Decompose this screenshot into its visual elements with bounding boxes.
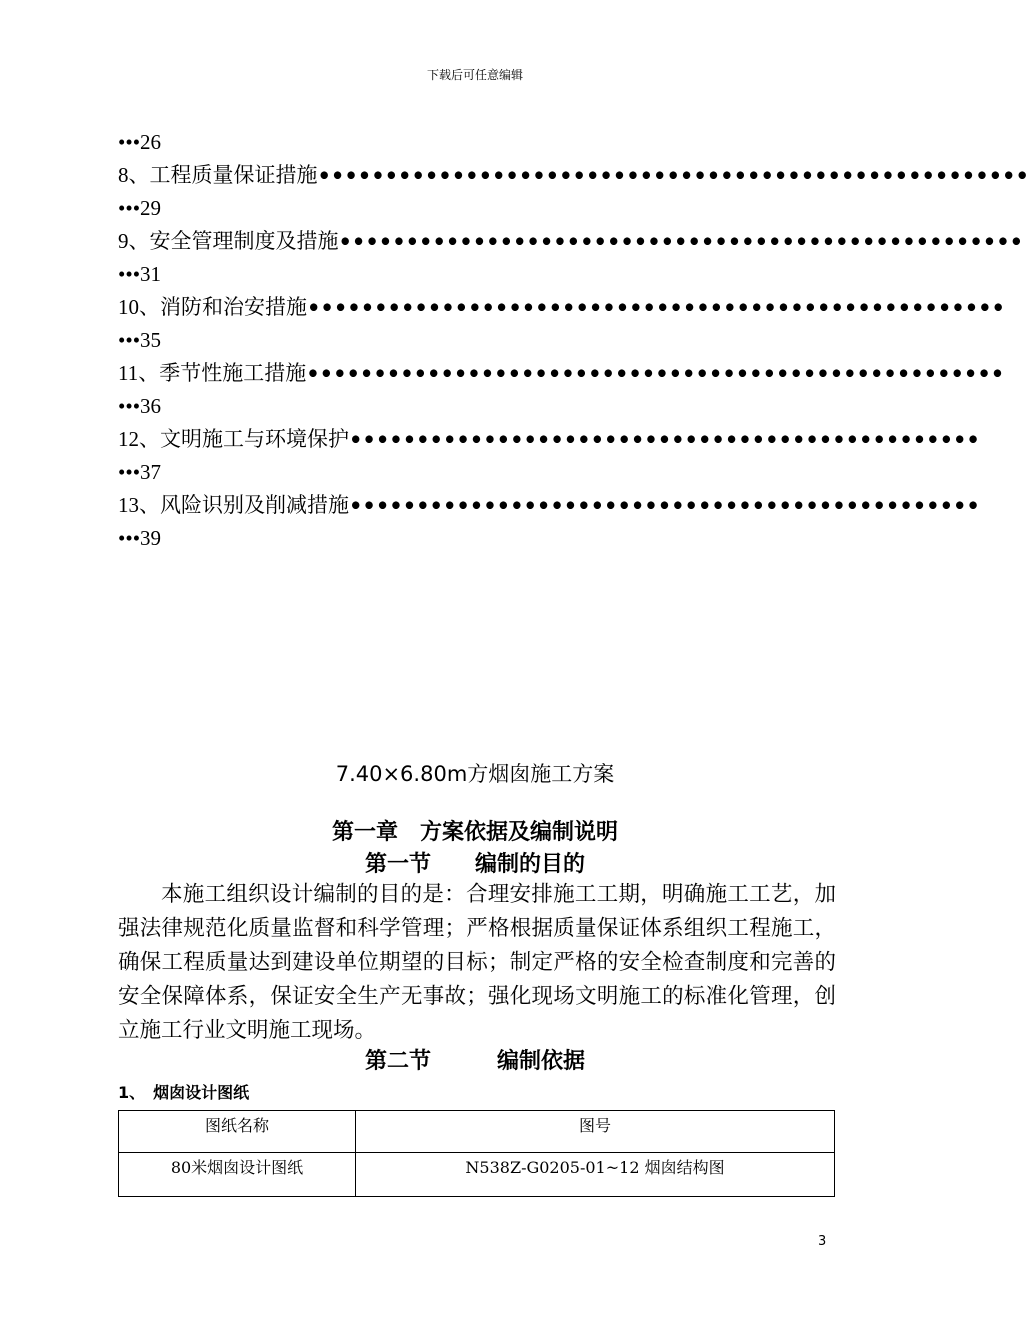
table-header-cell: 图号 xyxy=(356,1111,835,1153)
toc-page-number: •••36 xyxy=(118,394,162,418)
toc-page-number: •••26 xyxy=(118,130,162,154)
toc-entry-number: 8、 xyxy=(118,163,150,187)
toc-entry-number: 12、 xyxy=(118,427,160,451)
toc-entry-title: 工程质量保证措施 xyxy=(149,163,318,187)
section-heading: 第二节 编制依据 xyxy=(364,1049,585,1074)
toc-entry-page-line xyxy=(118,258,834,291)
toc-entry-title: 消防和治安措施 xyxy=(160,295,307,319)
table-of-contents xyxy=(118,126,1029,555)
toc-leader-dots: ••••••••••••••••••••••••••••••••••••••••••••••• xyxy=(349,493,980,518)
toc-page-number: •••39 xyxy=(118,526,162,550)
toc-leader-dots: •••••••••••••••••••••••••••••••••••••••••••••••••••• xyxy=(306,361,1005,386)
drawings-table xyxy=(118,1110,835,1197)
toc-page-number: •••29 xyxy=(118,196,162,220)
section-body-paragraph: 本施工组织设计编制的目的是：合理安排施工工期，明确施工工艺，加强法律规范化质量监督和科学管理；严格根据质量保证体系组织工程施工，确保工程质量达到建设单位期望的目标；制定严格的安全检查制度和完善的安全保障体系，保证安全生产无事故；强化现场文明施工的标准化管理，创立施工行业文明施工现场。 xyxy=(118,882,836,1043)
toc-page-number: •••31 xyxy=(118,262,162,286)
toc-entry-page-line xyxy=(118,390,834,423)
toc-entry-title: 风险识别及削减措施 xyxy=(160,493,349,517)
toc-leader-dots: ••••••••••••••••••••••••••••••••••••••••••••••••••• xyxy=(338,229,1024,254)
table-header-row xyxy=(119,1111,835,1153)
document-title: 7.40×6.80m方烟囱施工方案 xyxy=(335,762,615,786)
toc-page-number: •••37 xyxy=(118,460,162,484)
toc-page-number: •••35 xyxy=(118,328,162,352)
section-heading: 第一节 编制的目的 xyxy=(364,852,585,877)
toc-entry[interactable] xyxy=(118,489,980,522)
toc-continuation xyxy=(118,126,834,159)
table-cell: N538Z-G0205-01~12 烟囱结构图 xyxy=(356,1153,835,1197)
toc-entry[interactable] xyxy=(118,357,1005,390)
toc-entry[interactable] xyxy=(118,291,1005,324)
toc-entry-title: 季节性施工措施 xyxy=(159,361,307,385)
toc-leader-dots: ••••••••••••••••••••••••••••••••••••••••••••••••••••• xyxy=(317,163,1029,188)
page-header: 下载后可任意编辑 xyxy=(426,68,523,82)
toc-entry[interactable] xyxy=(118,225,1024,258)
subsection-heading: 1、 烟囱设计图纸 xyxy=(118,1083,250,1102)
toc-entry-page-line xyxy=(118,522,834,555)
chapter-heading: 第一章 方案依据及编制说明 xyxy=(331,820,618,845)
toc-entry-page-line xyxy=(118,192,834,225)
toc-entry-title: 文明施工与环境保护 xyxy=(160,427,349,451)
toc-leader-dots: •••••••••••••••••••••••••••••••••••••••••••••••••••• xyxy=(307,295,1005,320)
toc-entry-number: 10、 xyxy=(118,295,160,319)
toc-entry-page-line xyxy=(118,456,834,489)
table-row xyxy=(119,1153,835,1197)
table-cell: 80米烟囱设计图纸 xyxy=(119,1153,356,1197)
table-header-cell: 图纸名称 xyxy=(119,1111,356,1153)
toc-entry-number: 9、 xyxy=(118,229,150,253)
toc-leader-dots: ••••••••••••••••••••••••••••••••••••••••••••••• xyxy=(349,427,980,452)
toc-entry-number: 11、 xyxy=(118,361,160,385)
toc-entry-page-line xyxy=(118,324,834,357)
toc-entry-number: 13、 xyxy=(118,493,160,517)
page-number: 3 xyxy=(818,1234,827,1249)
toc-entry-title: 安全管理制度及措施 xyxy=(149,229,339,253)
toc-entry[interactable] xyxy=(118,423,980,456)
toc-entry[interactable] xyxy=(118,159,1029,192)
